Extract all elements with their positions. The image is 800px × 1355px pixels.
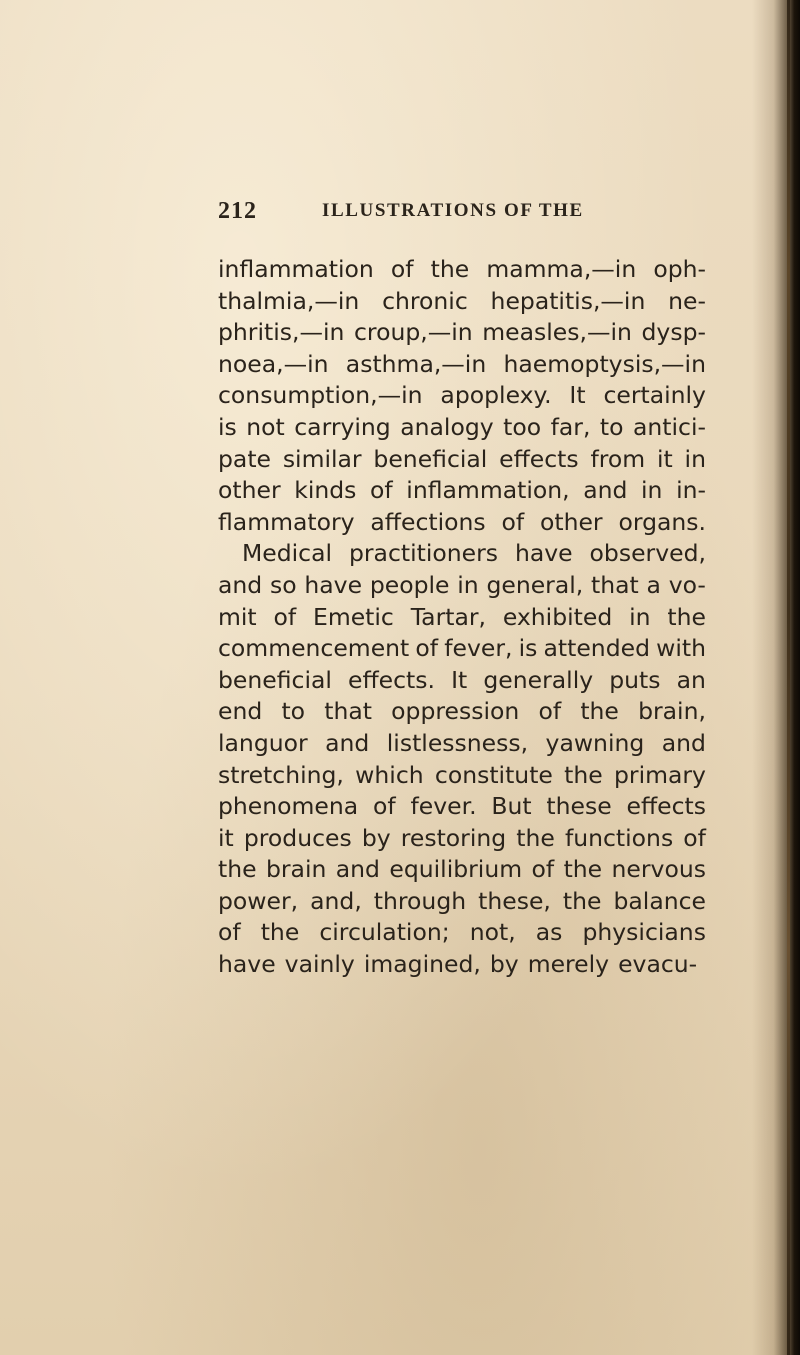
text-line: it produces by restoring the functions of bbox=[218, 823, 706, 852]
page-gutter-shadow bbox=[752, 0, 800, 1355]
text-line: is not carrying analogy too far, to antici- bbox=[218, 412, 706, 441]
page-header bbox=[218, 196, 598, 226]
text-line: Medical practitioners have observed, bbox=[242, 539, 706, 568]
text-line: inflammation of the mamma,—in oph- bbox=[218, 255, 706, 283]
text-line: the brain and equilibrium of the nervous bbox=[218, 855, 706, 884]
text-line: mit of Emetic Tartar, exhibited in the bbox=[218, 602, 706, 631]
text-line: languor and listlessness, yawning and bbox=[218, 728, 706, 757]
text-line: commencement of fever, is attended with bbox=[218, 634, 706, 663]
text-line: other kinds of inflammation, and in in- bbox=[218, 476, 706, 505]
text-line: and so have people in general, that a vo- bbox=[218, 570, 706, 599]
text-line: pate similar beneficial effects from it in bbox=[218, 444, 706, 473]
text-line: stretching, which constitute the primary bbox=[218, 760, 706, 789]
page-number: 212 bbox=[218, 198, 257, 224]
text-line: of the circulation; not, as physicians bbox=[218, 918, 706, 947]
text-line: thalmia,—in chronic hepatitis,—in ne- bbox=[218, 286, 706, 315]
text-line: consumption,—in apoplexy. It certainly bbox=[218, 381, 706, 410]
text-line: have vainly imagined, by merely evacu- bbox=[218, 950, 698, 979]
text-line: phritis,—in croup,—in measles,—in dysp- bbox=[218, 318, 706, 347]
running-head: ILLUSTRATIONS OF THE bbox=[322, 200, 584, 221]
body-text bbox=[218, 254, 706, 981]
text-line: flammatory affections of other organs. bbox=[218, 507, 706, 536]
text-line: end to that oppression of the brain, bbox=[218, 697, 706, 726]
text-line: beneficial effects. It generally puts an bbox=[218, 665, 706, 694]
text-line: power, and, through these, the balance bbox=[218, 886, 706, 915]
text-line: phenomena of fever. But these effects bbox=[218, 792, 706, 821]
page-edge bbox=[787, 0, 790, 1355]
text-line: noea,—in asthma,—in haemoptysis,—in bbox=[218, 349, 706, 378]
